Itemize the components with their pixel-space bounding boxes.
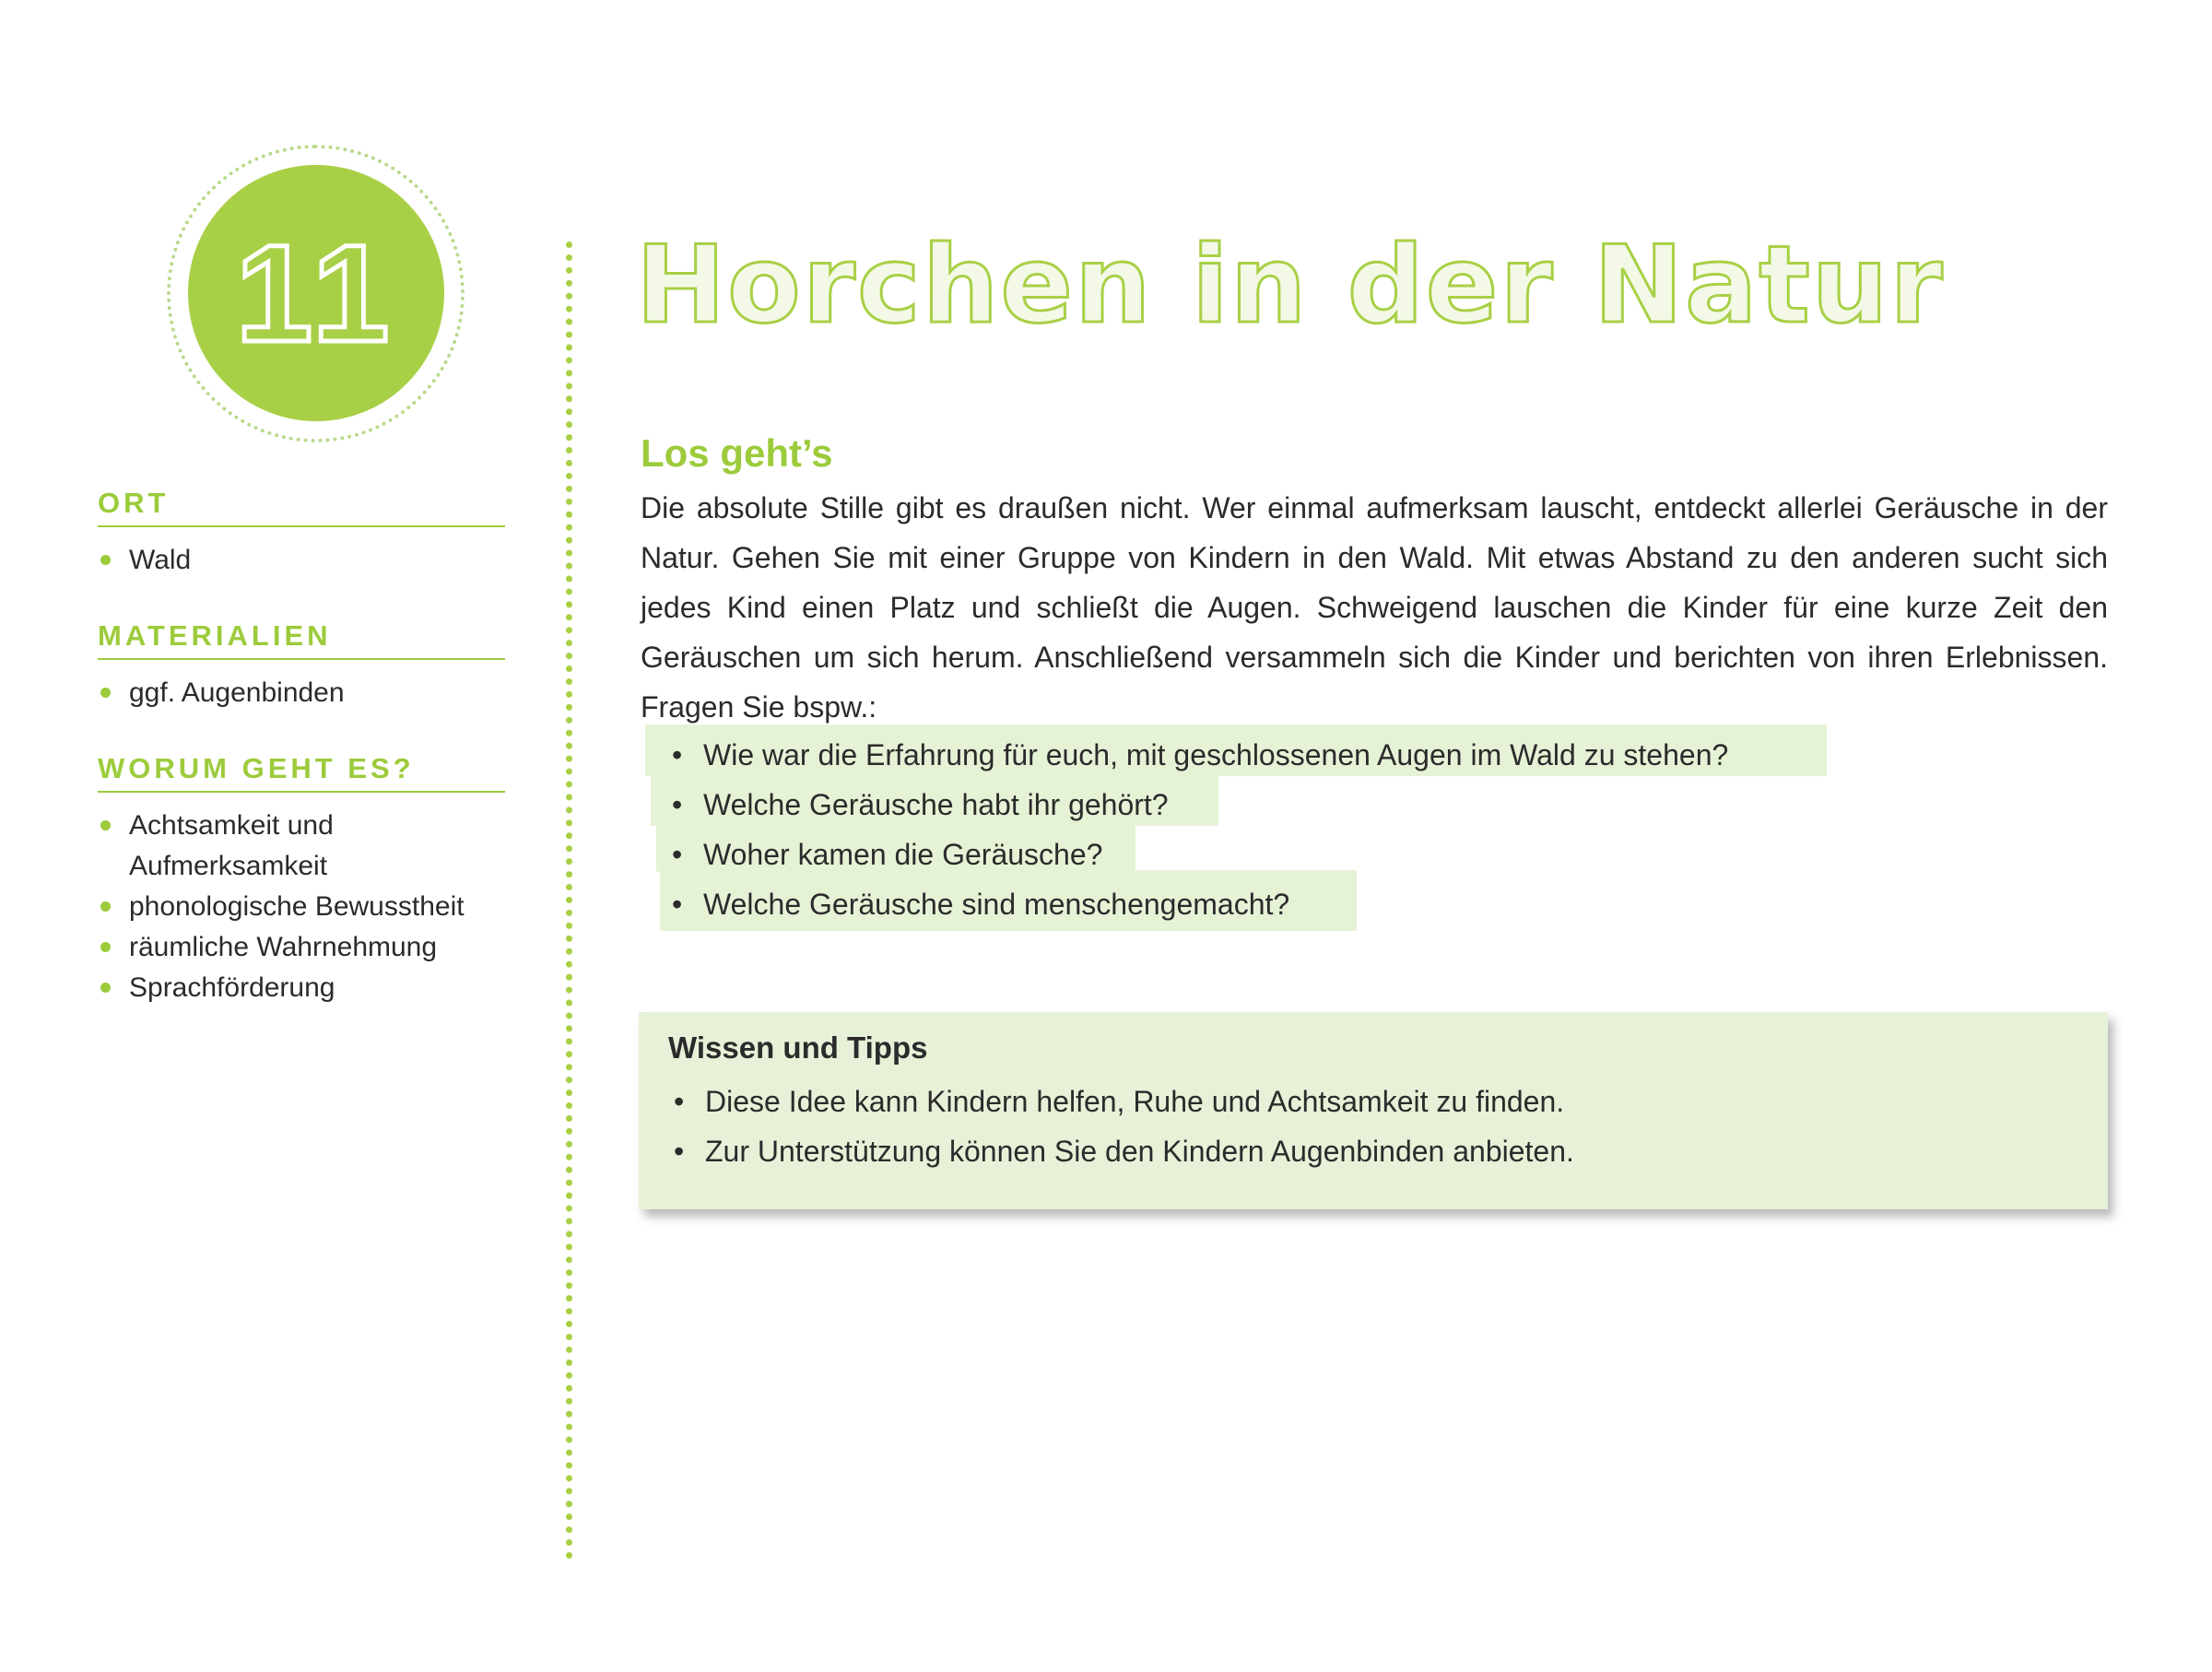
tips-heading: Wissen und Tipps bbox=[668, 1030, 928, 1065]
list-item-text: phonologische Bewusstheit bbox=[129, 891, 465, 922]
list-item bbox=[670, 1126, 1574, 1176]
list-item bbox=[668, 780, 1728, 830]
sidebar-section-materialien bbox=[98, 619, 505, 713]
list-item bbox=[98, 887, 505, 927]
sidebar-list-worum-geht-es bbox=[98, 806, 505, 1008]
bullet-dot-icon bbox=[100, 820, 111, 830]
bullet-dot-icon bbox=[100, 901, 111, 912]
bullet-dot-icon bbox=[100, 555, 111, 565]
question-list bbox=[668, 730, 1728, 929]
list-item bbox=[668, 879, 1728, 929]
intro-paragraph: Die absolute Stille gibt es draußen nicht. Wer einmal aufmerksam lauscht, entdeckt allerlei Geräusche in der Natur. Gehen Sie mit einer Gruppe von Kindern in den Wald. Mit etwas Abstand zu den anderen sucht sich jedes Kind einen Platz und schließt die Augen. Schweigend lauschen die Kinder für eine kurze Zeit den Geräuschen um sich herum. Anschließend versammeln sich die Kinder und berichten von ihren Erlebnissen. Fragen Sie bspw.: bbox=[641, 491, 2108, 724]
sidebar-section-ort bbox=[98, 487, 505, 581]
sidebar-list-ort bbox=[98, 540, 505, 581]
tips-box bbox=[639, 1012, 2108, 1209]
tips-list bbox=[670, 1077, 1574, 1176]
list-item-text: Sprachförderung bbox=[129, 972, 335, 1003]
list-item bbox=[670, 1077, 1574, 1126]
bullet-icon: • bbox=[674, 1135, 685, 1168]
sidebar-section-worum-geht-es bbox=[98, 752, 505, 1008]
bullet-dot-icon bbox=[100, 983, 111, 993]
list-item-text: Wald bbox=[129, 545, 192, 575]
sidebar-heading-materialien: MATERIALIEN bbox=[98, 619, 505, 660]
bullet-icon: • bbox=[672, 838, 683, 871]
bullet-icon: • bbox=[672, 888, 683, 921]
sidebar bbox=[98, 487, 505, 1047]
bullet-icon: • bbox=[672, 738, 683, 771]
dotted-divider bbox=[566, 241, 572, 1560]
bullet-dot-icon bbox=[100, 942, 111, 952]
sidebar-list-materialien bbox=[98, 673, 505, 713]
activity-number-badge bbox=[188, 165, 444, 421]
question-text: Wie war die Erfahrung für euch, mit geschlossenen Augen im Wald zu stehen? bbox=[703, 738, 1729, 771]
bullet-icon: • bbox=[674, 1085, 685, 1118]
list-item bbox=[98, 968, 505, 1008]
tip-text: Zur Unterstützung können Sie den Kindern Augenbinden anbieten. bbox=[705, 1135, 1574, 1168]
list-item bbox=[668, 830, 1728, 879]
question-text: Welche Geräusche habt ihr gehört? bbox=[703, 788, 1169, 821]
list-item bbox=[98, 806, 387, 887]
tip-text: Diese Idee kann Kindern helfen, Ruhe und Achtsamkeit zu finden. bbox=[705, 1085, 1565, 1118]
list-item-text: Achtsamkeit und Aufmerksamkeit bbox=[129, 810, 334, 881]
list-item bbox=[98, 673, 505, 713]
section-heading: Los geht’s bbox=[641, 431, 833, 475]
page-title: Horchen in der Natur bbox=[636, 223, 1945, 347]
activity-number: 11 bbox=[235, 215, 397, 371]
list-item-text: räumliche Wahrnehmung bbox=[129, 932, 438, 962]
list-item bbox=[668, 730, 1728, 780]
question-text: Woher kamen die Geräusche? bbox=[703, 838, 1103, 871]
bullet-dot-icon bbox=[100, 688, 111, 698]
list-item bbox=[98, 927, 505, 968]
bullet-icon: • bbox=[672, 788, 683, 821]
list-item bbox=[98, 540, 505, 581]
question-text: Welche Geräusche sind menschengemacht? bbox=[703, 888, 1290, 921]
list-item-text: ggf. Augenbinden bbox=[129, 677, 345, 708]
sidebar-heading-ort: ORT bbox=[98, 487, 505, 527]
sidebar-heading-worum-geht-es: WORUM GEHT ES? bbox=[98, 752, 505, 793]
